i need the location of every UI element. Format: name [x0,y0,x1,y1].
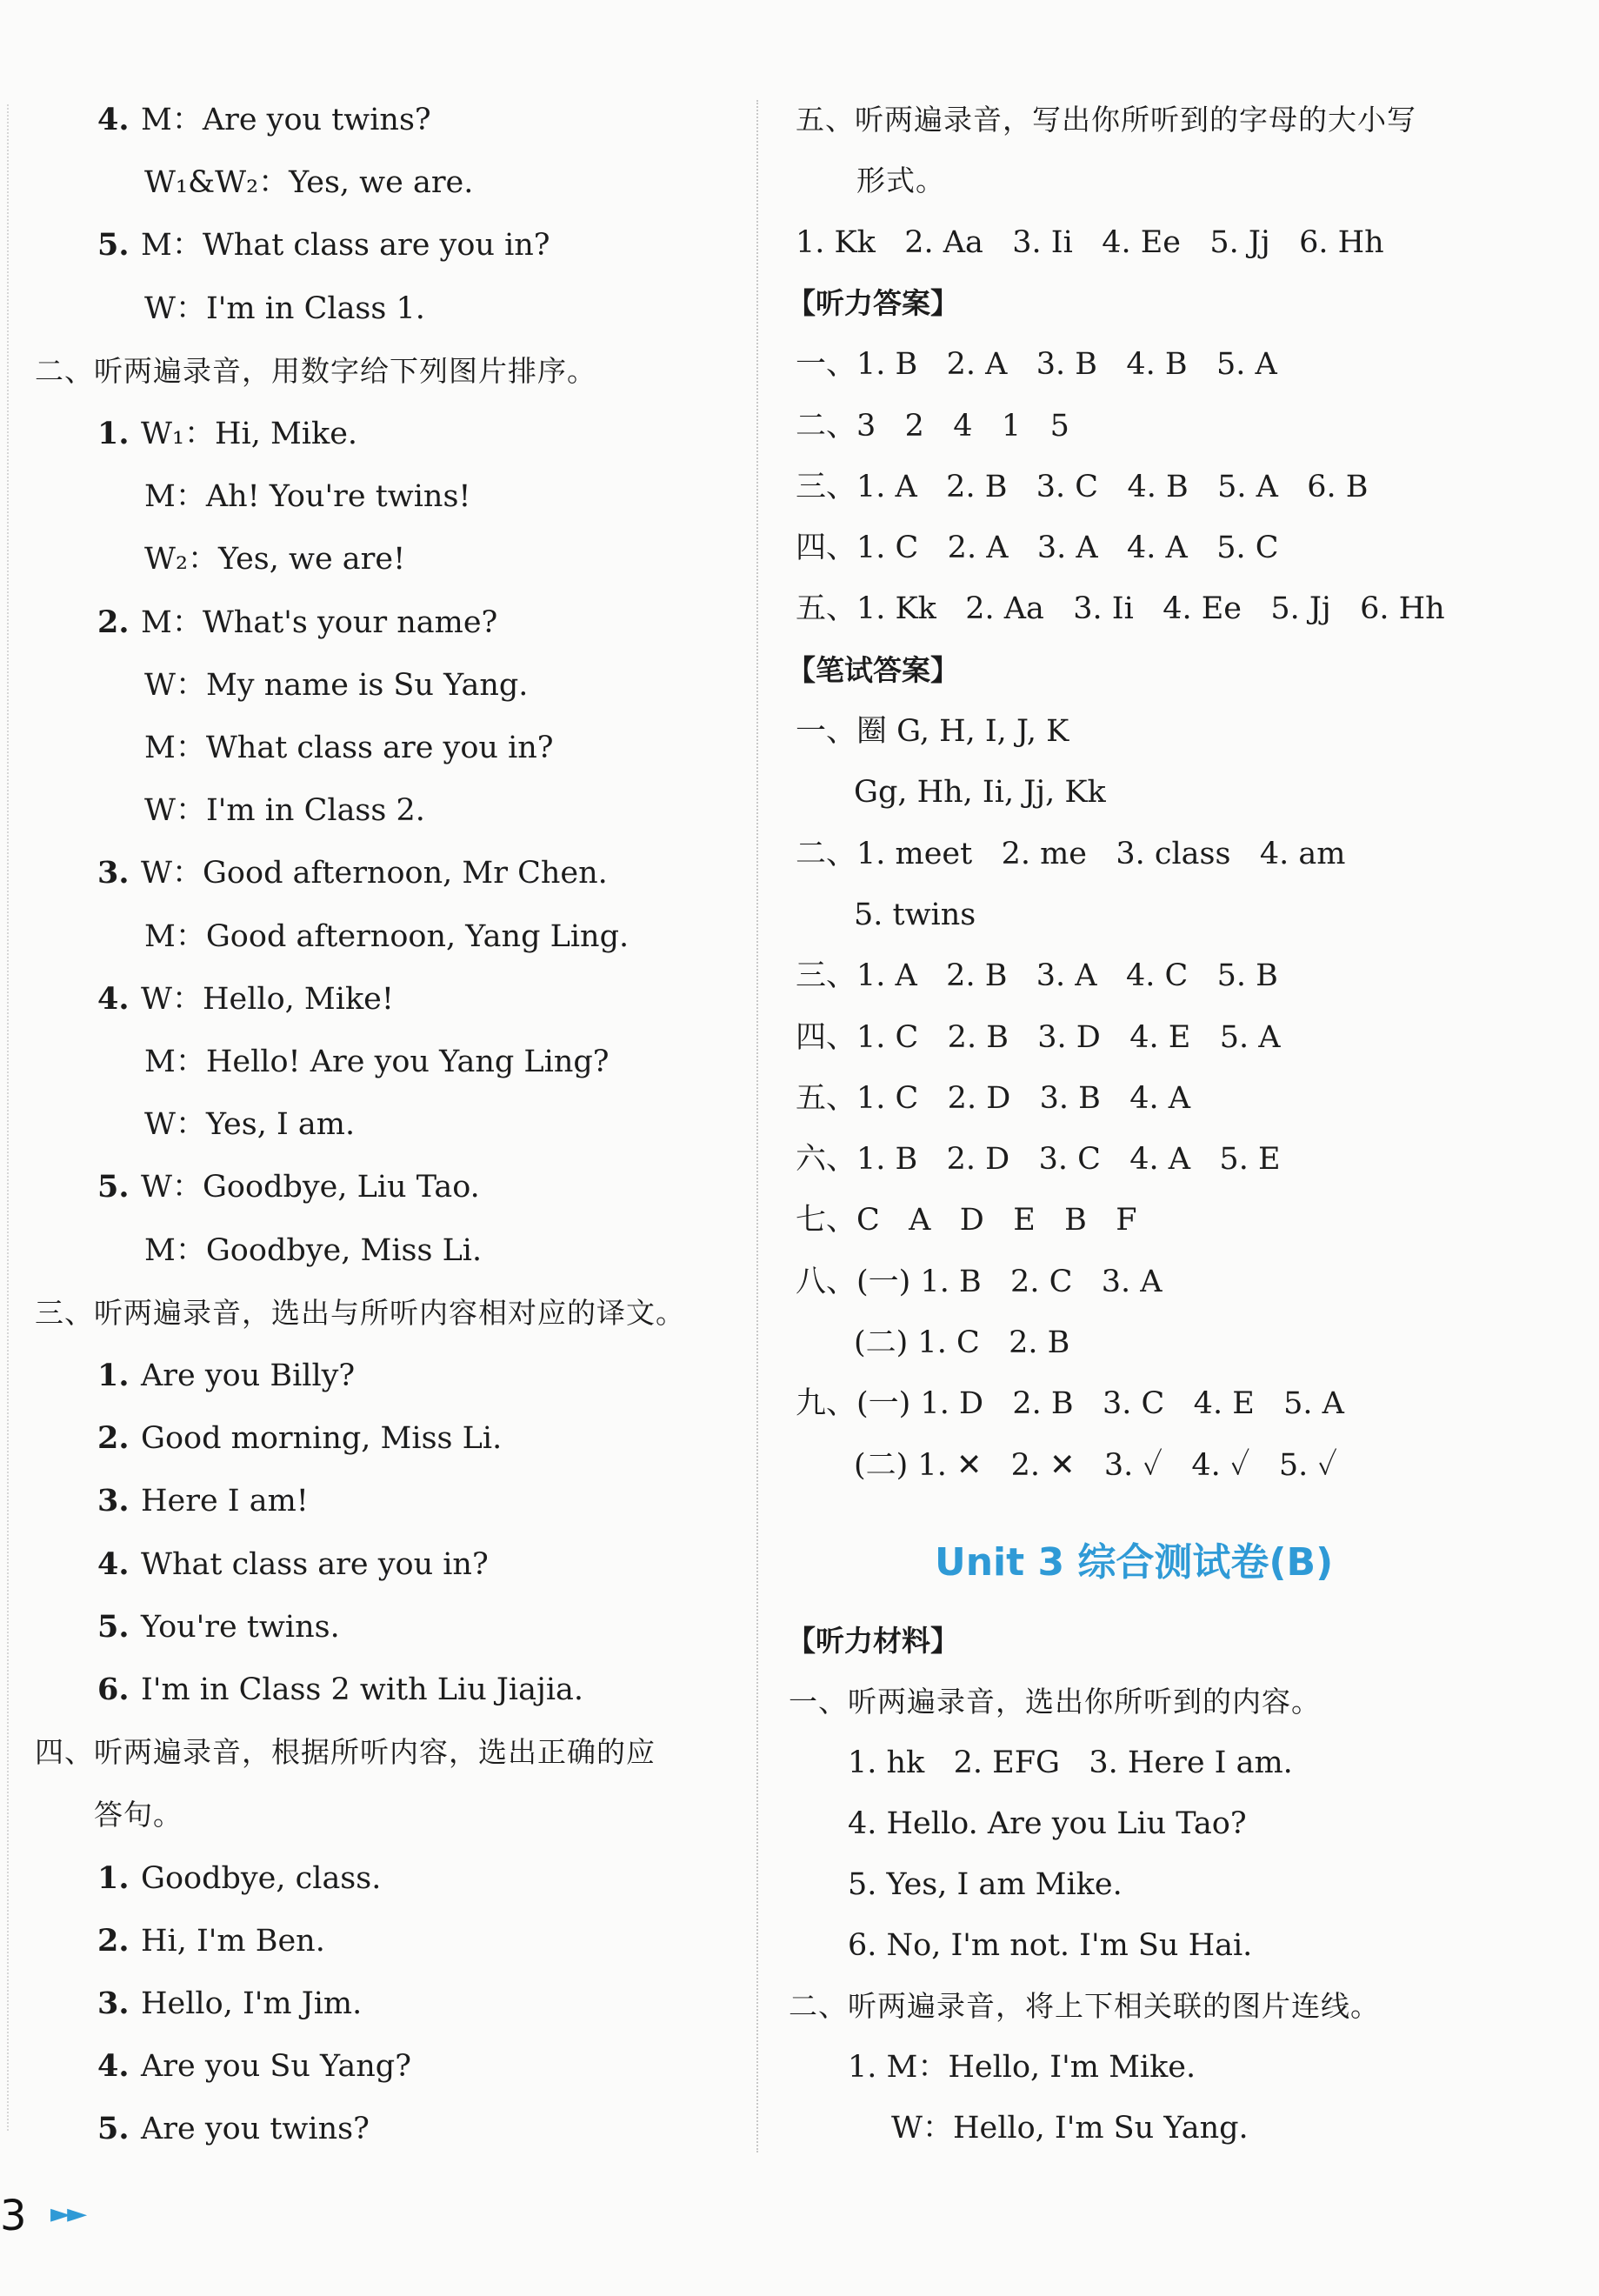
answer-line: 六、1. B 2. D 3. C 4. A 5. E [796,1142,1281,1178]
item-text: I'm in Class 2 with Liu Jiajia. [141,1672,584,1707]
material-line: 1. hk 2. EFG 3. Here I am. [848,1745,1293,1780]
section-heading-cont: 答句。 [94,1798,183,1832]
item-text: W：Yes, I am. [144,1107,356,1143]
item-number: 1. [97,1859,130,1896]
arrow-icon: ►► [50,2199,84,2229]
answer-line: 五、1. C 2. D 3. B 4. A [796,1080,1191,1116]
answer-line: (二) 1. C 2. B [854,1325,1070,1360]
page-number: 3 [0,2192,27,2240]
item-text: W：My name is Su Yang. [144,667,529,703]
answer-line: Gg, Hh, Ii, Jj, Kk [854,775,1106,811]
material-line: 6. No, I'm not. I'm Su Hai. [848,1928,1253,1963]
item-text: Are you Billy? [141,1358,356,1393]
item-text: W：Hello, Mike! [141,981,394,1017]
section-heading: 三、听两遍录音，选出与所听内容相对应的译文。 [35,1295,685,1330]
item-number: 1. [97,416,130,451]
answer-line: 一、圈 G, H, I, J, K [796,714,1069,749]
item-number: 6. [97,1672,130,1707]
answer-block-title: 【笔试答案】 [787,652,959,687]
unit-title: Unit 3 综合测试卷(B) [935,1540,1334,1585]
section-heading: 五、听两遍录音，写出你所听到的字母的大小写 [796,103,1416,137]
column-divider [756,100,758,2152]
answer-line: 五、1. Kk 2. Aa 3. Ii 4. Ee 5. Jj 6. Hh [796,591,1445,627]
item-number: 4. [97,2048,130,2085]
answer-line: 5. twins [854,897,976,932]
answer-block-title: 【听力答案】 [787,285,959,320]
item-number: 2. [97,1420,130,1457]
item-number: 3. [97,1986,130,2021]
answer-line: 二、1. meet 2. me 3. class 4. am [796,836,1346,871]
answer-line: 九、(一) 1. D 2. B 3. C 4. E 5. A [796,1386,1344,1422]
item-text: M：Good afternoon, Yang Ling. [144,918,630,954]
material-line: W：Hello, I'm Su Yang. [891,2111,1249,2146]
item-text: W：I'm in Class 1. [144,290,425,326]
material-line: 1. M：Hello, I'm Mike. [848,2050,1196,2085]
item-number: 2. [97,1922,130,1959]
item-text: What class are you in? [141,1546,489,1582]
item-text: W₁&W₂：Yes, we are. [144,165,474,201]
answer-line: (二) 1. ✕ 2. ✕ 3. ✓ 4. ✓ 5. ✓ [854,1447,1337,1483]
item-text: M：Goodbye, Miss Li. [144,1232,483,1268]
item-number: 4. [97,102,130,137]
item-text: You're twins. [141,1609,340,1645]
item-text: Good morning, Miss Li. [141,1421,503,1457]
left-margin-rule [7,104,9,2131]
item-number: 1. [97,1358,130,1393]
item-text: M：What's your name? [141,604,498,640]
answer-line: 八、(一) 1. B 2. C 3. A [796,1264,1163,1299]
item-text: Here I am! [141,1484,309,1519]
item-number: 5. [97,227,130,264]
answer-line: 1. Kk 2. Aa 3. Ii 4. Ee 5. Jj 6. Hh [796,224,1384,260]
item-number: 4. [97,980,130,1017]
item-text: W₁：Hi, Mike. [141,417,358,451]
item-text: Goodbye, class. [141,1860,382,1896]
material-line: 4. Hello. Are you Liu Tao? [848,1806,1247,1841]
section-heading: 四、听两遍录音，根据所听内容，选出正确的应 [35,1735,656,1770]
item-text: Are you twins? [141,2112,370,2147]
section-heading: 二、听两遍录音，将上下相关联的图片连线。 [789,1989,1380,2023]
item-text: M：What class are you in? [141,228,550,264]
answer-line: 三、1. A 2. B 3. C 4. B 5. A 6. B [796,469,1369,504]
item-number: 5. [97,1608,130,1645]
section-heading: 一、听两遍录音，选出你所听到的内容。 [789,1685,1321,1719]
item-text: M：What class are you in? [144,731,554,765]
material-line: 5. Yes, I am Mike. [848,1867,1123,1902]
item-text: Hello, I'm Jim. [141,1986,363,2021]
item-text: W：I'm in Class 2. [144,793,425,829]
item-text: Are you Su Yang? [141,2049,411,2085]
item-number: 2. [97,604,130,640]
item-text: M：Ah! You're twins! [144,479,471,515]
item-text: M：Are you twins? [141,103,431,137]
item-text: W₂：Yes, we are! [144,542,406,577]
item-text: Hi, I'm Ben. [141,1923,325,1959]
answer-line: 四、1. C 2. B 3. D 4. E 5. A [796,1019,1281,1055]
section-heading-cont: 形式。 [856,164,945,198]
section-heading: 二、听两遍录音，用数字给下列图片排序。 [35,353,596,388]
answer-line: 七、C A D E B F [796,1203,1137,1238]
item-text: M：Hello! Are you Yang Ling? [144,1045,610,1079]
item-number: 4. [97,1545,130,1582]
item-text: W：Goodbye, Liu Tao. [141,1170,480,1205]
item-text: W：Good afternoon, Mr Chen. [141,856,608,891]
answer-line: 三、1. A 2. B 3. A 4. C 5. B [796,958,1278,994]
answer-line: 四、1. C 2. A 3. A 4. A 5. C [796,531,1279,566]
item-number: 3. [97,855,130,891]
item-number: 5. [97,2111,130,2147]
item-number: 3. [97,1483,130,1519]
answer-block-title: 【听力材料】 [787,1624,959,1658]
answer-line: 一、1. B 2. A 3. B 4. B 5. A [796,347,1277,383]
item-number: 5. [97,1169,130,1205]
answer-line: 二、3 2 4 1 5 [796,408,1069,444]
